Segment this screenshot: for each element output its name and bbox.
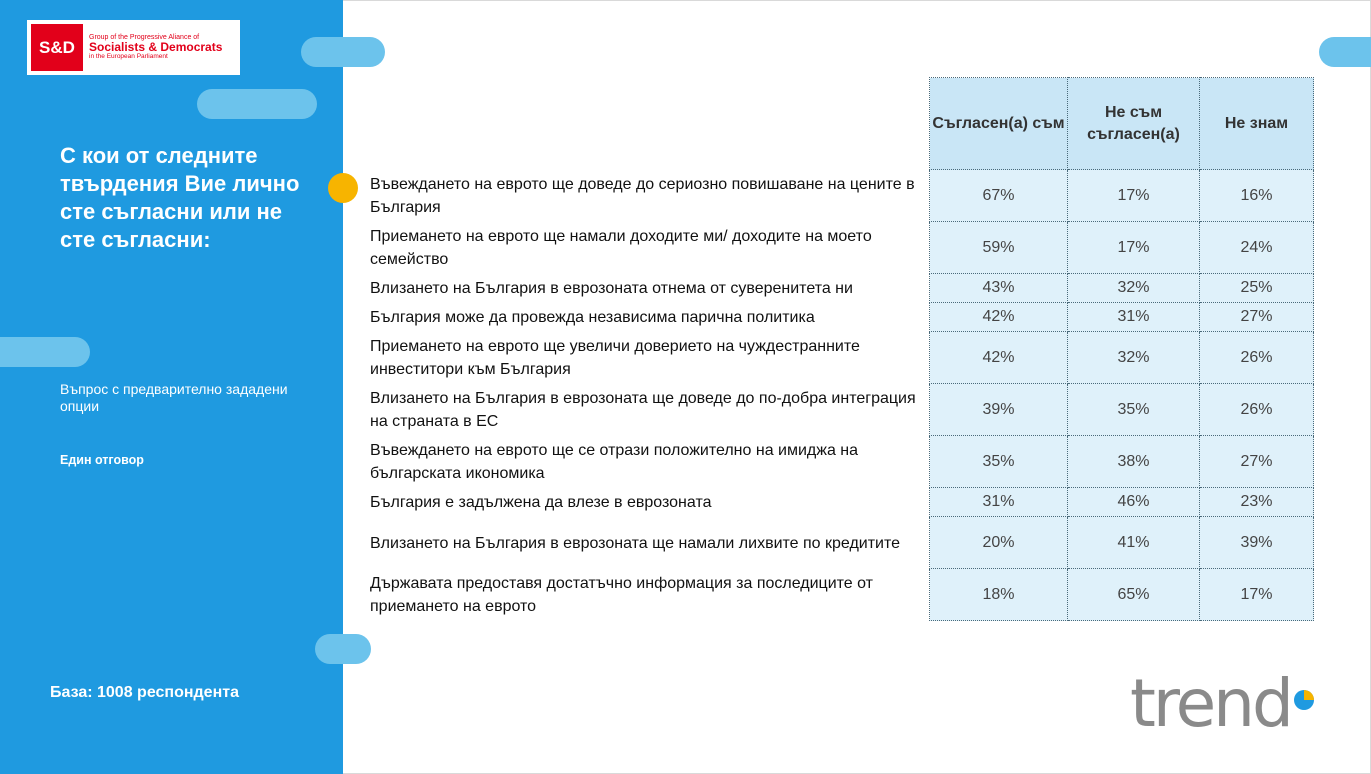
table-cell: 17% bbox=[1200, 569, 1314, 621]
table-cell: 35% bbox=[1068, 384, 1200, 436]
table-cell: 67% bbox=[930, 170, 1068, 222]
table-row bbox=[930, 488, 1314, 517]
question-type: Въпрос с предварително зададени опции bbox=[60, 381, 288, 414]
trend-logo-pie-slice bbox=[1304, 690, 1314, 700]
table-row bbox=[930, 569, 1314, 621]
statement-label: Въвеждането на еврото ще доведе до сериозно повишаване на цените в България bbox=[370, 176, 915, 216]
sd-logo-line2: Socialists & Democrats bbox=[89, 40, 223, 55]
table-cell: 42% bbox=[930, 332, 1068, 384]
table-row bbox=[930, 274, 1314, 303]
sd-logo-text bbox=[89, 34, 222, 61]
table-cell: 16% bbox=[1200, 170, 1314, 222]
trend-logo bbox=[1130, 660, 1325, 740]
table-cell: 35% bbox=[930, 436, 1068, 488]
statement-label: Приемането на еврото ще намали доходите ми/ доходите на моето семейство bbox=[370, 228, 872, 268]
sidebar bbox=[0, 0, 343, 774]
table-cell: 27% bbox=[1200, 303, 1314, 332]
table-cell: 42% bbox=[930, 303, 1068, 332]
statement-label: Държавата предоставя достатъчно информация за последиците от приемането на еврото bbox=[370, 575, 873, 615]
table-cell: 32% bbox=[1068, 332, 1200, 384]
table-cell: 43% bbox=[930, 274, 1068, 303]
decor-pill bbox=[301, 37, 385, 67]
column-header-agree: Съгласен(а) съм bbox=[930, 78, 1068, 170]
table-cell: 26% bbox=[1200, 384, 1314, 436]
sd-logo bbox=[27, 20, 240, 75]
table-cell: 27% bbox=[1200, 436, 1314, 488]
statement-label: Приемането на еврото ще увеличи доверието на чуждестранните инвеститори към България bbox=[370, 338, 860, 378]
table-row bbox=[930, 332, 1314, 384]
results-table bbox=[929, 77, 1314, 621]
statement-label: Влизането на България в еврозоната отнема от суверенитета ни bbox=[370, 280, 853, 297]
table-cell: 17% bbox=[1068, 170, 1200, 222]
statement-label: Въвеждането на еврото ще се отрази положително на имиджа на българската икономика bbox=[370, 442, 859, 482]
statement-label: Влизането на България в еврозоната ще намали лихвите по кредитите bbox=[370, 534, 901, 552]
sd-logo-line1: Group of the Progressive Aliance of bbox=[89, 34, 200, 42]
table-row bbox=[930, 517, 1314, 569]
table-cell: 38% bbox=[1068, 436, 1200, 488]
column-header-dont-know: Не знам bbox=[1200, 78, 1314, 170]
decor-pill bbox=[197, 89, 317, 119]
statement-label: България може да провежда независима парична политика bbox=[370, 309, 815, 326]
table-cell: 39% bbox=[930, 384, 1068, 436]
table-cell: 41% bbox=[1068, 517, 1200, 569]
table-cell: 17% bbox=[1068, 222, 1200, 274]
table-row bbox=[930, 303, 1314, 332]
table-row bbox=[930, 436, 1314, 488]
table-cell: 26% bbox=[1200, 332, 1314, 384]
statement-list bbox=[370, 170, 926, 621]
table-cell: 25% bbox=[1200, 274, 1314, 303]
table-cell: 23% bbox=[1200, 488, 1314, 517]
sd-logo-mark: S&D bbox=[31, 24, 83, 71]
table-row bbox=[930, 384, 1314, 436]
table-cell: 46% bbox=[1068, 488, 1200, 517]
base-respondents: База: 1008 респондента bbox=[50, 684, 239, 701]
table-body bbox=[930, 170, 1314, 621]
table-header-row bbox=[930, 78, 1314, 170]
table-cell: 31% bbox=[930, 488, 1068, 517]
table-cell: 18% bbox=[930, 569, 1068, 621]
statement-label: България е задължена да влезе в еврозоната bbox=[370, 494, 712, 511]
table-row bbox=[930, 222, 1314, 274]
statement-label: Влизането на България в еврозоната ще доведе до по-добра интеграция на страната в ЕС bbox=[370, 390, 916, 430]
table-cell: 32% bbox=[1068, 274, 1200, 303]
table-cell: 20% bbox=[930, 517, 1068, 569]
trend-logo-graphic bbox=[1130, 660, 1325, 735]
trend-logo-text: trend bbox=[1130, 665, 1291, 735]
table-cell: 65% bbox=[1068, 569, 1200, 621]
answer-type: Един отговор bbox=[60, 453, 144, 467]
column-header-disagree: Не съм съгласен(а) bbox=[1068, 78, 1200, 170]
table-cell: 59% bbox=[930, 222, 1068, 274]
decor-pill bbox=[0, 337, 90, 367]
accent-dot bbox=[328, 173, 358, 203]
sd-logo-line3: in the European Parliament bbox=[89, 53, 168, 61]
table-row bbox=[930, 170, 1314, 222]
table-cell: 39% bbox=[1200, 517, 1314, 569]
table-cell: 24% bbox=[1200, 222, 1314, 274]
decor-pill bbox=[1319, 37, 1371, 67]
decor-pill bbox=[315, 634, 371, 664]
question-title: С кои от следните твърдения Вие лично сте съгласни или не сте съгласни: bbox=[60, 143, 300, 252]
table-cell: 31% bbox=[1068, 303, 1200, 332]
